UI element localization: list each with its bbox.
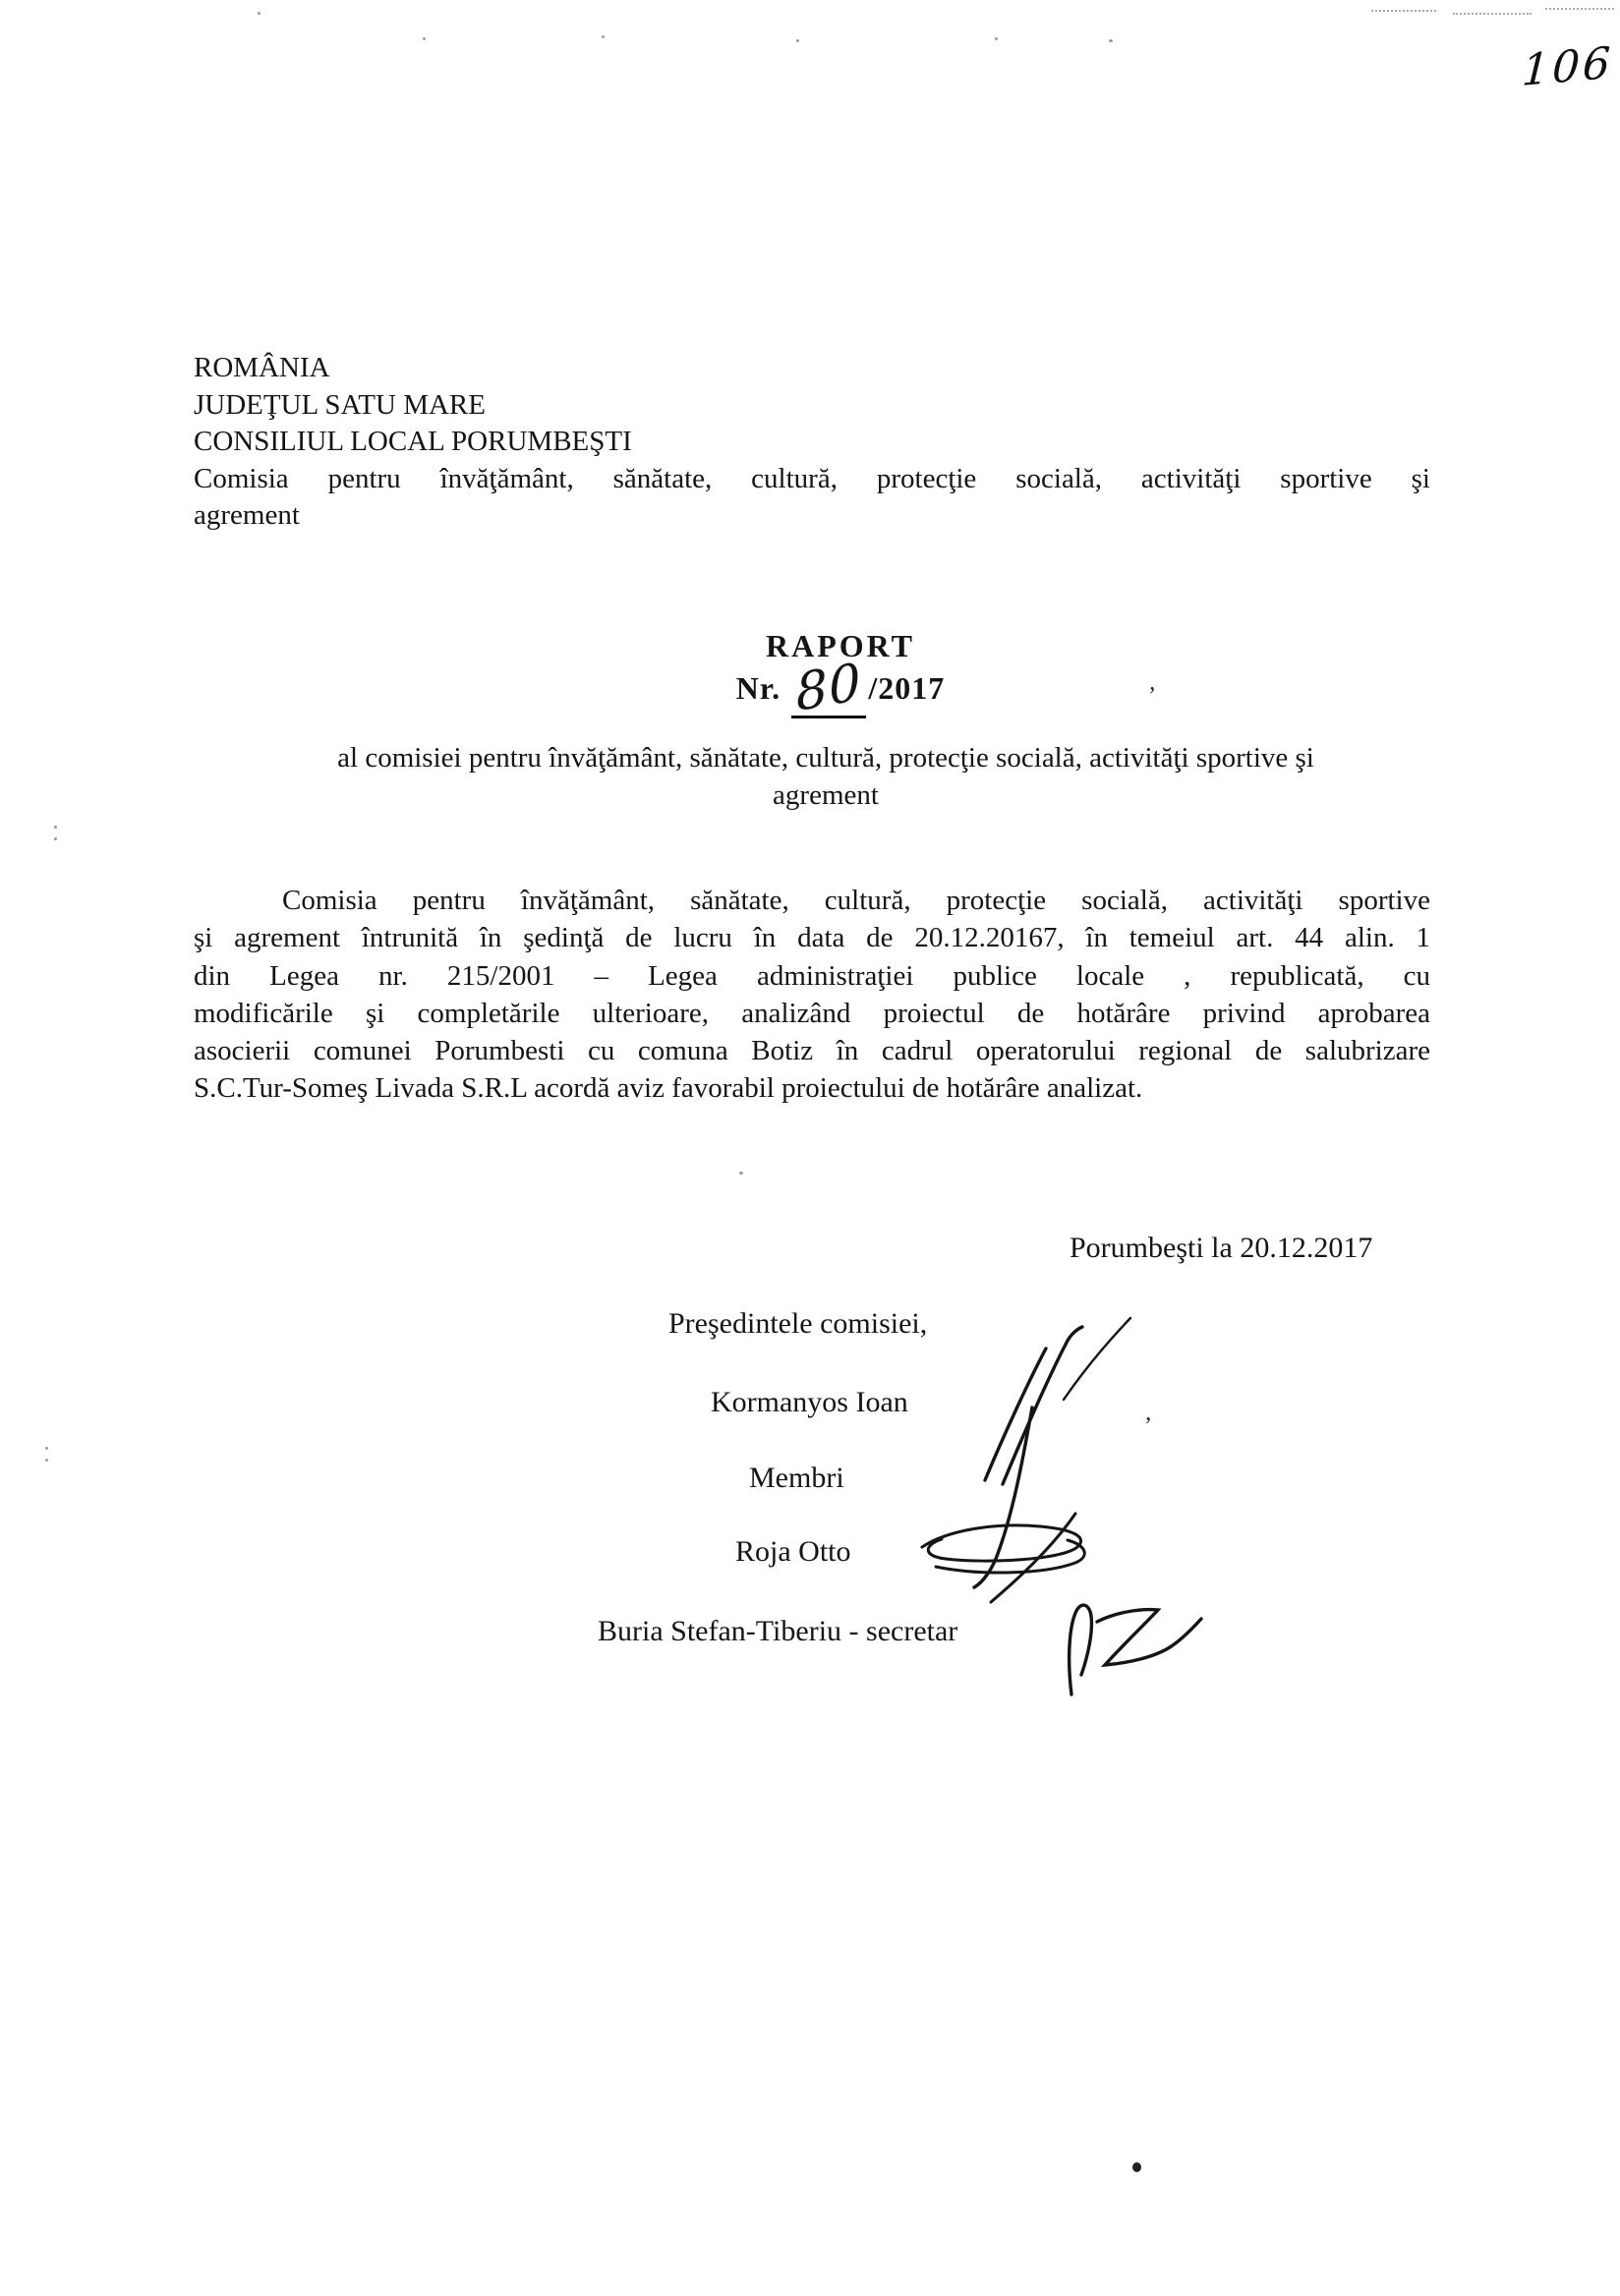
ink-mark: ’ — [1144, 1413, 1152, 1439]
president-name: Kormanyos Ioan — [711, 1386, 908, 1418]
members-label: Membri — [749, 1462, 844, 1494]
body-paragraph — [194, 882, 1430, 1108]
president-label: Preşedintele comisiei, — [668, 1307, 928, 1340]
scan-speck — [54, 837, 57, 840]
body-line: Comisia pentru învăţământ, sănătate, cultură, protecţie socială, activităţi sportive — [282, 885, 1430, 916]
letterhead — [194, 350, 1430, 535]
ink-mark: ’ — [1148, 683, 1156, 709]
header-commission: Comisia pentru învăţământ, sănătate, cultură, protecţie socială, activităţi sportive şi — [194, 462, 1430, 494]
subtitle-line-1: al comisiei pentru învăţământ, sănătate, cultură, protecţie socială, activităţi sportive şi — [337, 742, 1314, 774]
subtitle-line-2: agrement — [773, 779, 879, 811]
scan-artifact-dashes — [1371, 10, 1436, 12]
scan-artifact-dashes — [1545, 8, 1614, 10]
scan-artifact-dashes — [1453, 13, 1532, 15]
dateline: Porumbeşti la 20.12.2017 — [1070, 1232, 1373, 1264]
report-number-year: /2017 — [868, 670, 946, 706]
report-number-line — [206, 652, 1475, 724]
scan-speck — [995, 37, 998, 40]
report-number-underline — [791, 652, 866, 724]
ink-speck — [1132, 2162, 1141, 2172]
body-line: asocierii comunei Porumbesti cu comuna Botiz în cadrul operatorului regional de salubrizare — [194, 1035, 1430, 1067]
scan-speck — [423, 37, 426, 40]
scan-speck — [796, 39, 799, 42]
body-line: modificările şi completările ulterioare, analizând proiectul de hotărâre privind aprobarea — [194, 997, 1430, 1029]
body-line: din Legea nr. 215/2001 – Legea administraţiei publice locale , republicată, cu — [194, 959, 1430, 992]
report-title-block — [206, 627, 1475, 724]
body-line: şi agrement întrunită în şedinţă de lucru în data de 20.12.20167, în temeiul art. 44 alin. 1 — [194, 922, 1430, 954]
roja-signature — [922, 1514, 1084, 1602]
header-council: CONSILIUL LOCAL PORUMBEŞTI — [194, 426, 632, 458]
scan-speck — [45, 1447, 48, 1450]
header-country: ROMÂNIA — [194, 352, 330, 383]
kormanyos-signature — [974, 1318, 1130, 1587]
scan-speck — [1109, 39, 1113, 42]
buria-signature — [1070, 1605, 1201, 1694]
scan-speck — [258, 12, 260, 15]
body-line: S.C.Tur-Someş Livada S.R.L acordă aviz favorabil proiectului de hotărâre analizat. — [194, 1072, 1143, 1105]
header-commission-cont: agrement — [194, 499, 300, 532]
scan-speck — [45, 1459, 48, 1462]
report-title: RAPORT — [766, 628, 915, 663]
scan-speck — [54, 826, 57, 829]
report-number-handwritten: 80 — [793, 652, 864, 724]
page-number-handwritten: 106 — [1520, 37, 1615, 97]
subtitle-block — [197, 739, 1455, 814]
report-number-prefix: Nr. — [735, 670, 781, 706]
scan-speck — [602, 35, 605, 38]
signatures-overlay — [865, 1307, 1229, 1715]
header-county: JUDEŢUL SATU MARE — [194, 388, 486, 421]
scan-speck — [739, 1172, 743, 1175]
member-name: Roja Otto — [735, 1535, 851, 1568]
secretary-name: Buria Stefan-Tiberiu - secretar — [598, 1615, 958, 1647]
